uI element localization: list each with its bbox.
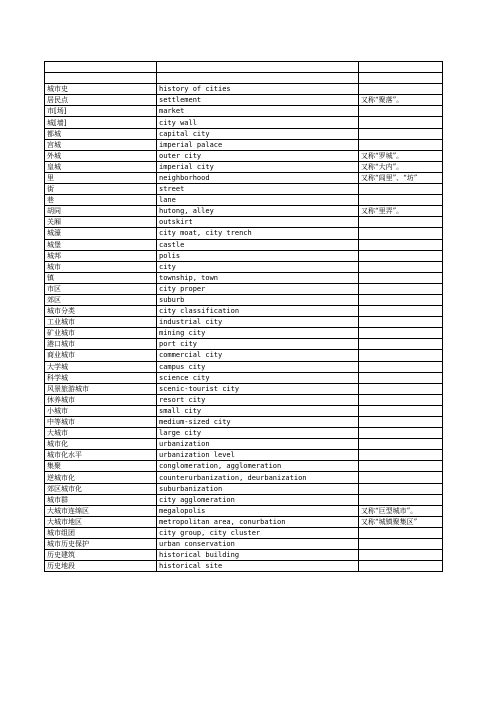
table-row [45,439,443,450]
table-row [45,350,443,361]
term-en-cell: city agglomeration [157,494,359,505]
term-zh-cell: 宫城 [45,139,157,150]
term-en-cell: metropolitan area, conurbation [157,516,359,527]
table-row [45,372,443,383]
table-row [45,95,443,106]
term-zh-cell: 港口城市 [45,339,157,350]
table-row [45,417,443,428]
table-row [45,195,443,206]
table-row [45,294,443,305]
table-row [45,184,443,195]
term-en-cell: castle [157,239,359,250]
table-row [45,128,443,139]
term-zh-cell: 关厢 [45,217,157,228]
term-zh-cell: 皇城 [45,161,157,172]
note-cell [359,239,443,250]
note-cell [359,294,443,305]
term-en-cell: medium-sized city [157,417,359,428]
table-row [45,139,443,150]
note-cell [359,73,443,84]
term-en-cell: counterurbanization, deurbanization [157,472,359,483]
term-en-cell [157,62,359,73]
term-en-cell: port city [157,339,359,350]
term-en-cell: campus city [157,361,359,372]
term-en-cell: imperial city [157,161,359,172]
table-row [45,84,443,95]
table-row [45,150,443,161]
term-zh-cell: 大城市 [45,428,157,439]
term-en-cell: urban conservation [157,539,359,550]
note-cell [359,417,443,428]
term-en-cell: mining city [157,328,359,339]
table-row [45,483,443,494]
term-en-cell: suburbanization [157,483,359,494]
note-cell [359,350,443,361]
note-cell [359,283,443,294]
note-cell: 又称“罗城”。 [359,150,443,161]
term-en-cell: city proper [157,283,359,294]
term-zh-cell: 城市历史保护 [45,539,157,550]
note-cell [359,527,443,538]
term-zh-cell: 城堡 [45,239,157,250]
note-cell [359,461,443,472]
term-zh-cell: 里 [45,172,157,183]
term-zh-cell: 城市化水平 [45,450,157,461]
table-row [45,505,443,516]
term-zh-cell: 大学城 [45,361,157,372]
term-zh-cell: 城市化 [45,439,157,450]
table-row [45,516,443,527]
term-en-cell: conglomeration, agglomeration [157,461,359,472]
table-row [45,527,443,538]
term-en-cell: city group, city cluster [157,527,359,538]
table-row [45,117,443,128]
term-en-cell: large city [157,428,359,439]
term-en-cell: industrial city [157,317,359,328]
table-row [45,339,443,350]
term-en-cell: outer city [157,150,359,161]
note-cell [359,139,443,150]
term-en-cell: science city [157,372,359,383]
term-zh-cell: 郊区城市化 [45,483,157,494]
term-zh-cell: 城市组团 [45,527,157,538]
note-cell [359,306,443,317]
table-row [45,317,443,328]
table-row [45,394,443,405]
term-zh-cell [45,73,157,84]
term-en-cell: history of cities [157,84,359,95]
note-cell [359,450,443,461]
term-en-cell: historical site [157,561,359,572]
table-row [45,250,443,261]
table-row [45,272,443,283]
term-en-cell: city classification [157,306,359,317]
table-row [45,383,443,394]
note-cell [359,62,443,73]
term-zh-cell: 集聚 [45,461,157,472]
table-row [45,161,443,172]
term-zh-cell: 市区 [45,283,157,294]
term-zh-cell: 城[墙] [45,117,157,128]
term-zh-cell: 历史建筑 [45,550,157,561]
term-en-cell: street [157,184,359,195]
term-zh-cell: 城市史 [45,84,157,95]
table-row [45,539,443,550]
term-zh-cell: 郊区 [45,294,157,305]
table-row [45,283,443,294]
term-en-cell: hutong, alley [157,206,359,217]
term-en-cell: settlement [157,95,359,106]
table-row [45,172,443,183]
table-row [45,239,443,250]
table-row [45,206,443,217]
note-cell [359,383,443,394]
note-cell [359,84,443,95]
term-zh-cell: 外城 [45,150,157,161]
table-row [45,450,443,461]
term-zh-cell: 镇 [45,272,157,283]
note-cell [359,261,443,272]
note-cell [359,405,443,416]
terminology-table [44,61,443,572]
note-cell [359,361,443,372]
term-zh-cell: 科学城 [45,372,157,383]
table-row [45,228,443,239]
term-zh-cell: 工业城市 [45,317,157,328]
term-zh-cell: 胡同 [45,206,157,217]
note-cell [359,561,443,572]
table-row [45,217,443,228]
table-row [45,561,443,572]
table-row [45,461,443,472]
term-en-cell: commercial city [157,350,359,361]
term-zh-cell: 居民点 [45,95,157,106]
table-row [45,73,443,84]
note-cell: 又称“闾里”、“坊” [359,172,443,183]
term-en-cell: urbanization [157,439,359,450]
note-cell [359,228,443,239]
term-zh-cell: 大城市地区 [45,516,157,527]
term-en-cell: outskirt [157,217,359,228]
term-zh-cell [45,62,157,73]
table-row [45,328,443,339]
term-en-cell [157,73,359,84]
note-cell [359,317,443,328]
term-zh-cell: 城邦 [45,250,157,261]
note-cell: 又称“聚落”。 [359,95,443,106]
table-row [45,494,443,505]
term-zh-cell: 城濠 [45,228,157,239]
table-body [45,62,443,572]
table-row [45,472,443,483]
note-cell [359,394,443,405]
note-cell [359,117,443,128]
term-en-cell: small city [157,405,359,416]
table-row [45,428,443,439]
note-cell [359,472,443,483]
term-zh-cell: 城市分类 [45,306,157,317]
term-en-cell: neighborhood [157,172,359,183]
term-en-cell: city moat, city trench [157,228,359,239]
term-en-cell: historical building [157,550,359,561]
note-cell [359,372,443,383]
term-en-cell: resort city [157,394,359,405]
table-row [45,361,443,372]
table-row [45,261,443,272]
term-zh-cell: 都城 [45,128,157,139]
term-zh-cell: 城市群 [45,494,157,505]
note-cell [359,106,443,117]
term-en-cell: imperial palace [157,139,359,150]
term-en-cell: capital city [157,128,359,139]
term-zh-cell: 巷 [45,195,157,206]
note-cell [359,128,443,139]
term-zh-cell: 休养城市 [45,394,157,405]
note-cell: 又称“城镇聚集区” [359,516,443,527]
table-row [45,306,443,317]
term-zh-cell: 大城市连绵区 [45,505,157,516]
note-cell [359,428,443,439]
term-zh-cell: 商业城市 [45,350,157,361]
table-row [45,405,443,416]
term-en-cell: scenic-tourist city [157,383,359,394]
term-zh-cell: 小城市 [45,405,157,416]
note-cell [359,483,443,494]
note-cell [359,184,443,195]
note-cell [359,272,443,283]
note-cell [359,439,443,450]
term-en-cell: lane [157,195,359,206]
term-zh-cell: 矿业城市 [45,328,157,339]
term-zh-cell: 街 [45,184,157,195]
term-zh-cell: 逆城市化 [45,472,157,483]
term-zh-cell: 市[场] [45,106,157,117]
term-en-cell: market [157,106,359,117]
note-cell [359,494,443,505]
note-cell: 又称“大内”。 [359,161,443,172]
table-row [45,62,443,73]
term-zh-cell: 中等城市 [45,417,157,428]
note-cell [359,250,443,261]
note-cell [359,550,443,561]
note-cell [359,217,443,228]
note-cell: 又称“巨型城市”。 [359,505,443,516]
term-en-cell: urbanization level [157,450,359,461]
term-en-cell: suburb [157,294,359,305]
term-en-cell: township, town [157,272,359,283]
term-zh-cell: 历史地段 [45,561,157,572]
term-zh-cell: 城市 [45,261,157,272]
note-cell: 又称“里弄”。 [359,206,443,217]
term-en-cell: polis [157,250,359,261]
note-cell [359,195,443,206]
table-row [45,550,443,561]
note-cell [359,539,443,550]
term-en-cell: megalopolis [157,505,359,516]
note-cell [359,328,443,339]
term-en-cell: city wall [157,117,359,128]
note-cell [359,339,443,350]
term-zh-cell: 风景旅游城市 [45,383,157,394]
table-row [45,106,443,117]
term-en-cell: city [157,261,359,272]
